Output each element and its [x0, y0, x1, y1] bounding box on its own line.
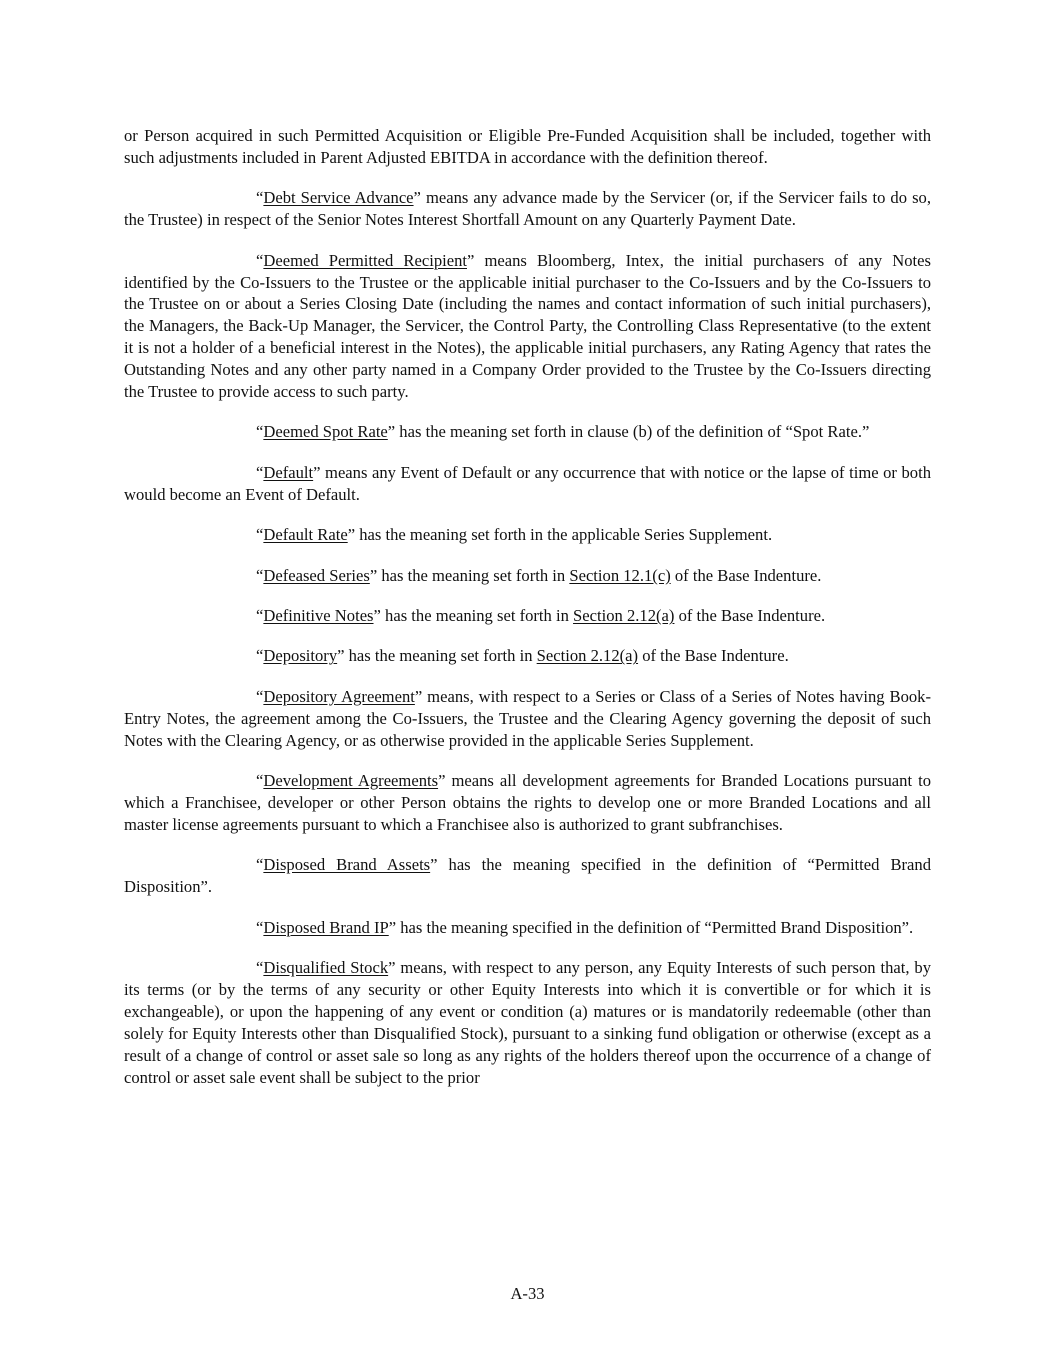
- definition-defeased-series: “Defeased Series” has the meaning set forth in Section 12.1(c) of the Base Indenture.: [256, 565, 822, 585]
- section-reference: Section 2.12(a): [536, 646, 639, 666]
- defined-term: Development Agreements: [263, 771, 439, 791]
- defined-term: Depository Agreement: [263, 686, 415, 706]
- defined-term: Default: [263, 462, 314, 482]
- defined-term: Disposed Brand IP: [263, 917, 389, 937]
- definition-disqualified-stock: “Disqualified Stock” means, with respect to any person, any Equity Interests of such person that, by its terms (or by the terms of any security or other Equity Interests into which it is convertible or for which it is exchangeable), or upon the happening of any event or condition (a) matures or is mandatorily redeemable (other than solely for Equity Interests other than Disqualified Stock), pursuant to a sinking fund obligation or otherwise (except as a result of a change of control or asset sale so long as any rights of the holders thereof upon the occurrence of a change of control or asset sale event shall be subject to the prior: [124, 957, 932, 1087]
- defined-term: Debt Service Advance: [263, 188, 414, 208]
- definition-deemed-permitted-recipient: “Deemed Permitted Recipient” means Bloomberg, Intex, the initial purchasers of any Notes identified by the Co-Issuers to the Trustee or the applicable initial purchaser to the Co-Issuers and by the Co-Issuers to the Trustee on or about a Series Closing Date (including the names and contact information of such initial purchasers), the Managers, the Back-Up Manager, the Servicer, the Control Party, the Controlling Class Representative (to the extent it is not a holder of a beneficial interest in the Notes), the applicable initial purchasers, any Rating Agency that rates the Outstanding Notes and any other party named in a Company Order provided to the Trustee by the Co-Issuers directing the Trustee to provide access to such party.: [124, 250, 931, 402]
- continuation-paragraph: or Person acquired in such Permitted Acquisition or Eligible Pre-Funded Acquisition shall be included, together with such adjustments included in Parent Adjusted EBITDA in accordance with the definition thereof.: [124, 126, 931, 167]
- definition-deemed-spot-rate: “Deemed Spot Rate” has the meaning set forth in clause (b) of the definition of “Spot Rate.”: [256, 422, 870, 442]
- defined-term: Disposed Brand Assets: [263, 855, 431, 875]
- defined-term: Depository: [263, 646, 338, 666]
- definition-depository: “Depository” has the meaning set forth in Section 2.12(a) of the Base Indenture.: [256, 646, 789, 666]
- definition-debt-service-advance: “Debt Service Advance” means any advance made by the Servicer (or, if the Servicer fails to do so, the Trustee) in respect of the Senior Notes Interest Shortfall Amount on any Quarterly Payment Date.: [124, 188, 931, 230]
- defined-term: Default Rate: [263, 525, 348, 545]
- definition-definitive-notes: “Definitive Notes” has the meaning set forth in Section 2.12(a) of the Base Indenture.: [256, 606, 826, 625]
- definition-default-rate: “Default Rate” has the meaning set forth in the applicable Series Supplement.: [256, 525, 773, 545]
- definition-disposed-brand-assets: “Disposed Brand Assets” has the meaning specified in the definition of “Permitted Brand Disposition”.: [124, 855, 932, 897]
- defined-term: Deemed Spot Rate: [263, 422, 388, 442]
- definition-depository-agreement: “Depository Agreement” means, with respect to a Series or Class of a Series of Notes having Book-Entry Notes, the agreement among the Co-Issuers, the Trustee and the Clearing Agency governing the deposit of such Notes with the Clearing Agency, or as otherwise provided in the applicable Series Supplement.: [124, 686, 931, 750]
- defined-term: Definitive Notes: [263, 606, 374, 625]
- defined-term: Disqualified Stock: [263, 957, 389, 977]
- definition-default: “Default” means any Event of Default or any occurrence that with notice or the lapse of time or both would become an Event of Default.: [124, 462, 931, 504]
- definition-development-agreements: “Development Agreements” means all development agreements for Branded Locations pursuant to which a Franchisee, developer or other Person obtains the rights to develop one or more Branded Locations and all master license agreements pursuant to which a Franchisee also is authorized to grant subfranchises.: [124, 771, 931, 834]
- page-number: A-33: [510, 1284, 545, 1303]
- document-page: [124, 125, 931, 1088]
- section-reference: Section 12.1(c): [569, 565, 671, 585]
- defined-term: Deemed Permitted Recipient: [263, 250, 467, 270]
- defined-term: Defeased Series: [263, 565, 370, 585]
- definition-disposed-brand-ip: “Disposed Brand IP” has the meaning specified in the definition of “Permitted Brand Disposition”.: [256, 917, 914, 937]
- section-reference: Section 2.12(a): [573, 606, 675, 625]
